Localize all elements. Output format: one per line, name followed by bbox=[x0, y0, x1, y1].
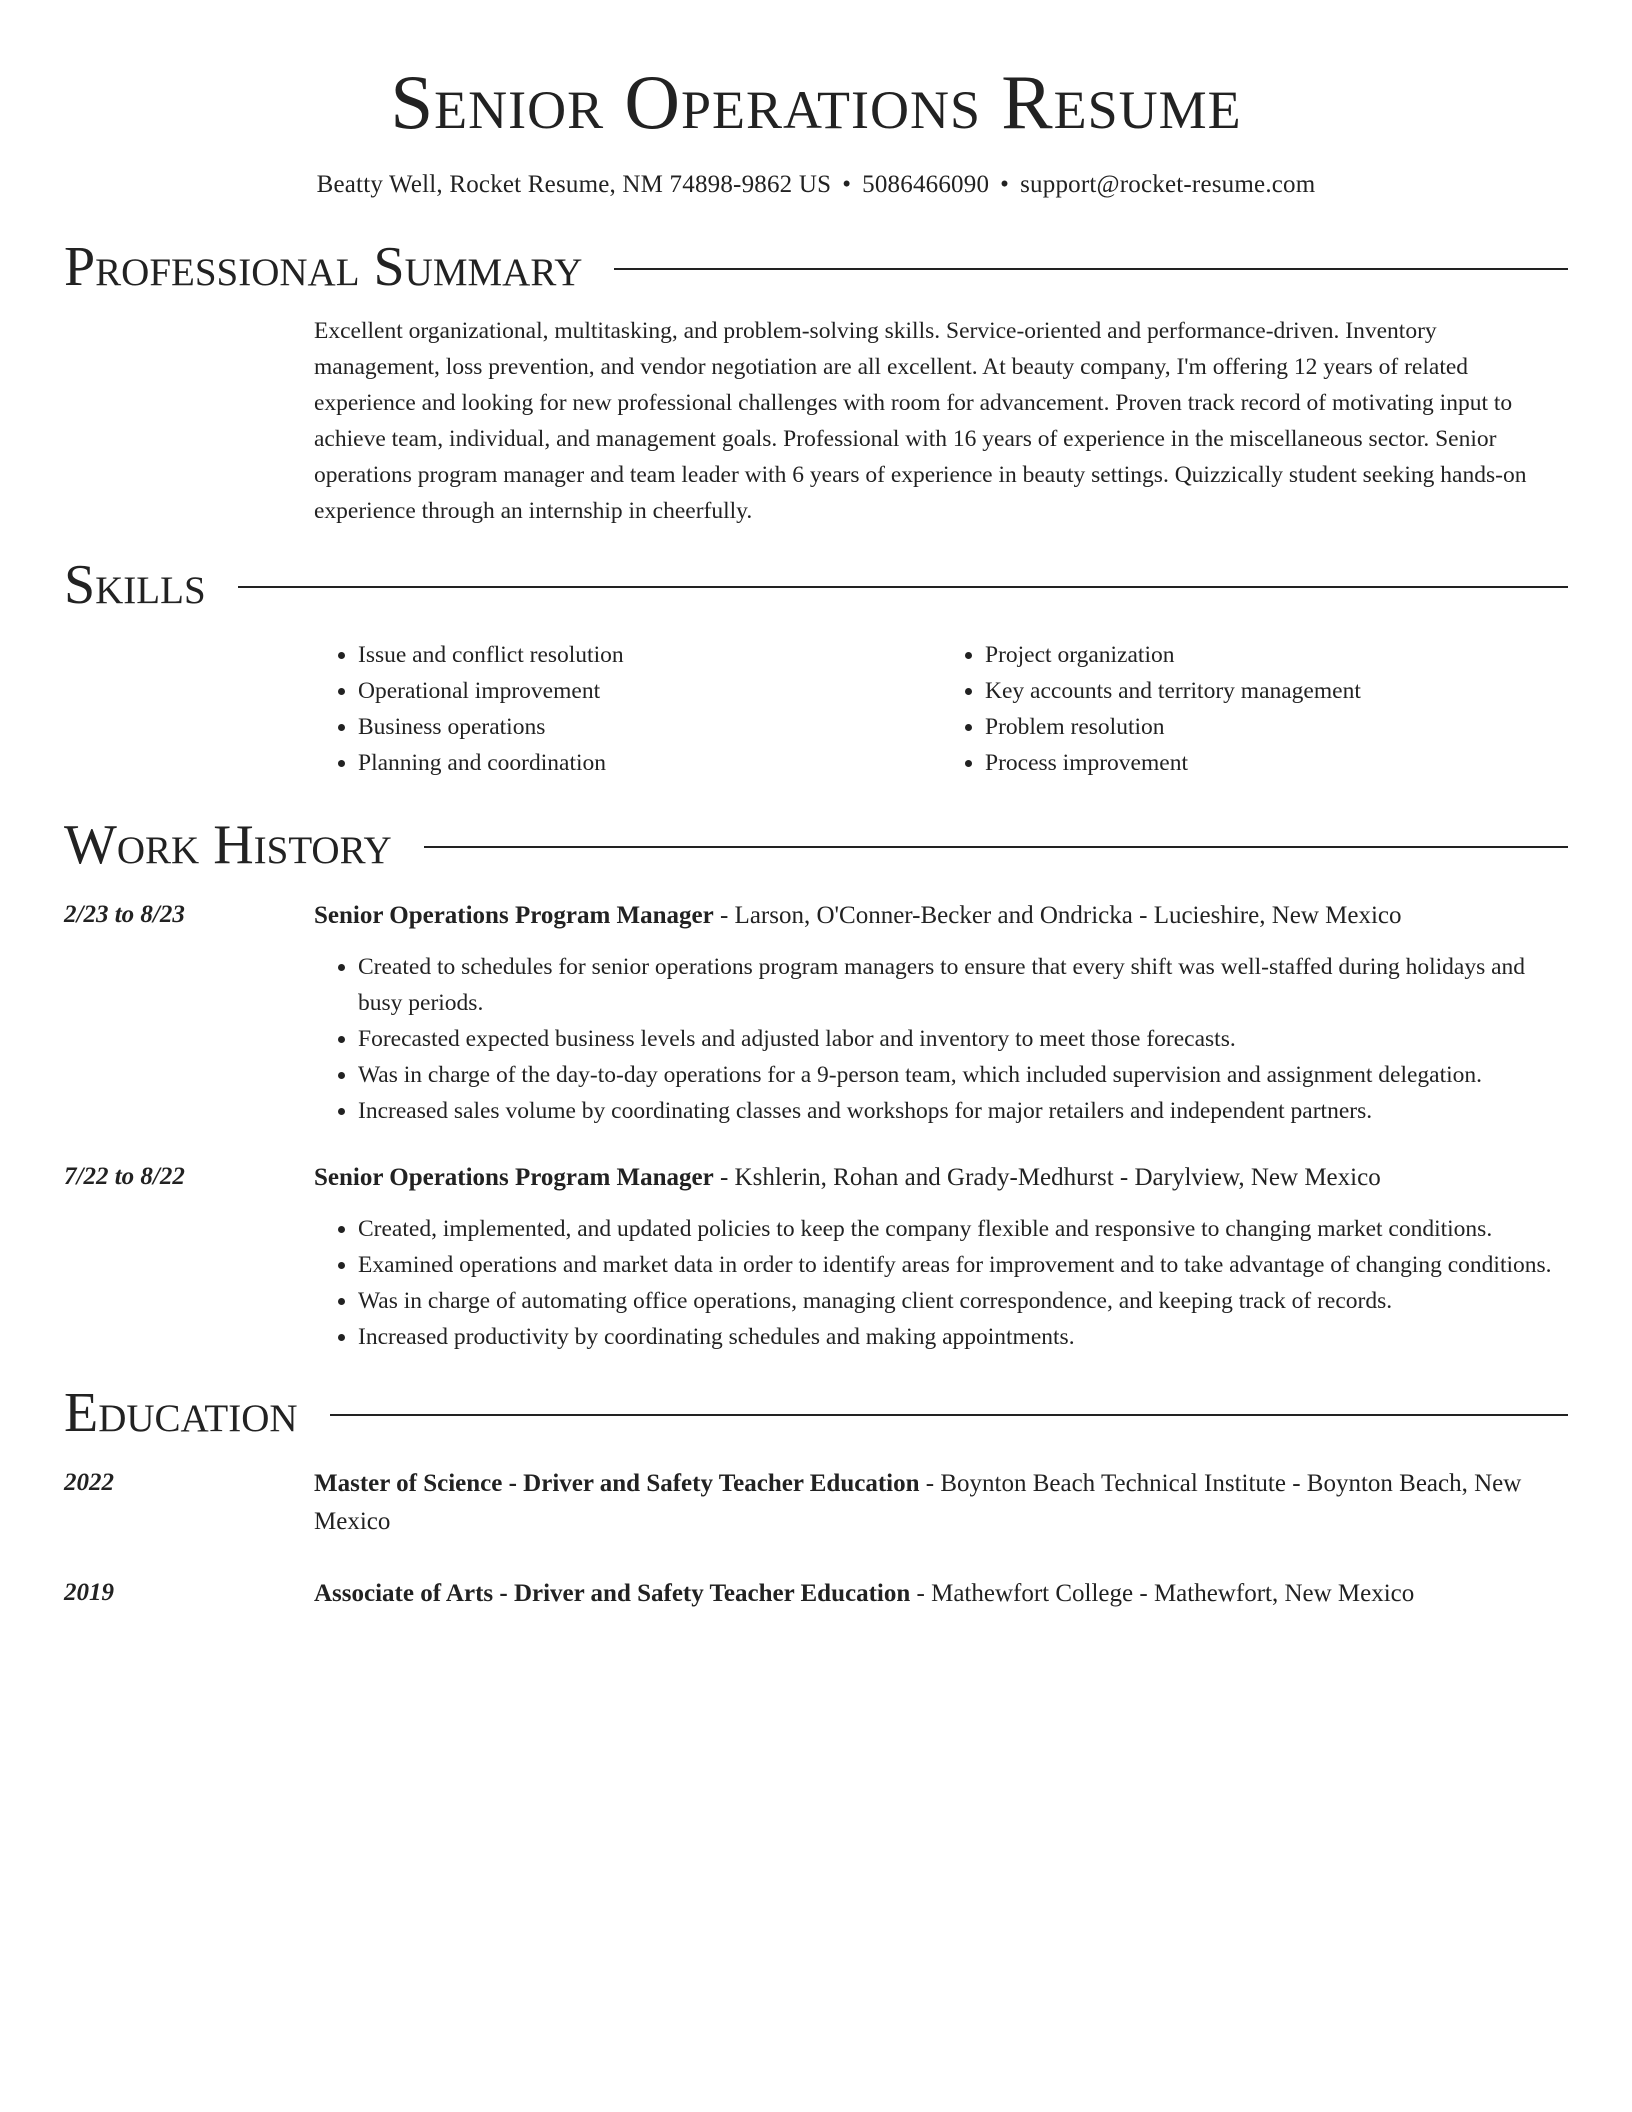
education-heading: Education bbox=[64, 1382, 298, 1444]
skills-left-spacer bbox=[64, 637, 314, 781]
skill-item: • Issue and conflict resolution bbox=[358, 637, 941, 673]
job-title-line bbox=[314, 1159, 1568, 1197]
job-details: - Kshlerin, Rohan and Grady-Medhurst - Darylview, New Mexico bbox=[713, 1164, 1381, 1191]
job-bullet: • Forecasted expected business levels and adjusted labor and inventory to meet those forecasts. bbox=[358, 1021, 1568, 1057]
job-role: Senior Operations Program Manager bbox=[314, 902, 714, 929]
education-title-line bbox=[314, 1465, 1568, 1541]
contact-separator: • bbox=[842, 171, 852, 198]
education-entry bbox=[64, 1575, 1568, 1613]
education-year: 2022 bbox=[64, 1469, 114, 1496]
job-bullet: • Created, implemented, and updated policies to keep the company flexible and responsive to changing market conditions. bbox=[358, 1211, 1568, 1247]
skills-list-left bbox=[314, 637, 941, 781]
work-section-header bbox=[64, 811, 1568, 879]
section-divider bbox=[238, 586, 1568, 588]
job-bullet: • Examined operations and market data in order to identify areas for improvement and to take advantage of changing conditions. bbox=[358, 1247, 1568, 1283]
skill-item: • Key accounts and territory management bbox=[985, 673, 1568, 709]
skills-grid bbox=[314, 637, 1568, 781]
job-bullet: • Created to schedules for senior operations program managers to ensure that every shift was well-staffed during holidays and busy periods. bbox=[358, 949, 1568, 1021]
contact-address: Beatty Well, Rocket Resume, NM 74898-9862 US bbox=[316, 171, 832, 198]
skills-section-header bbox=[64, 551, 1568, 619]
skill-item: • Process improvement bbox=[985, 745, 1568, 781]
skill-item: • Operational improvement bbox=[358, 673, 941, 709]
job-bullets bbox=[314, 1211, 1568, 1355]
skills-row bbox=[64, 637, 1568, 781]
job-entry bbox=[64, 897, 1568, 1129]
skills-list-right bbox=[941, 637, 1568, 781]
summary-heading: Professional Summary bbox=[64, 236, 583, 298]
job-dates: 7/22 to 8/22 bbox=[64, 1163, 185, 1190]
section-divider bbox=[424, 846, 1568, 848]
job-details: - Larson, O'Conner-Becker and Ondricka - Lucieshire, New Mexico bbox=[713, 902, 1402, 929]
skill-item: • Planning and coordination bbox=[358, 745, 941, 781]
job-bullet: • Increased productivity by coordinating schedules and making appointments. bbox=[358, 1319, 1568, 1355]
section-divider bbox=[614, 268, 1568, 270]
summary-text: Excellent organizational, multitasking, and problem-solving skills. Service-oriented and performance-driven. Inventory management, loss prevention, and vendor negotiation are all excellent. At beauty company, I'm offering 12 years of related experience and looking for new professional challenges with room for advancement. Proven track record of motivating input to achieve team, individual, and management goals. Professional with 16 years of experience in the miscellaneous sector. Senior operations program manager and team leader with 6 years of experience in beauty settings. Quizzically student seeking hands-on experience through an internship in cheerfully. bbox=[314, 318, 1527, 524]
education-degree: Associate of Arts - Driver and Safety Teacher Education bbox=[314, 1580, 911, 1607]
education-details: - Mathewfort College - Mathewfort, New Mexico bbox=[910, 1580, 1415, 1607]
summary-section-header bbox=[64, 233, 1568, 301]
skill-item: • Project organization bbox=[985, 637, 1568, 673]
job-entry bbox=[64, 1159, 1568, 1355]
skills-heading: Skills bbox=[64, 554, 206, 616]
education-entry bbox=[64, 1465, 1568, 1541]
skill-item: • Business operations bbox=[358, 709, 941, 745]
section-divider bbox=[330, 1414, 1568, 1416]
education-details: - Boynton Beach Technical Institute - Boynton Beach, New Mexico bbox=[314, 1470, 1522, 1535]
education-section-header bbox=[64, 1379, 1568, 1447]
education-title-line bbox=[314, 1575, 1568, 1613]
contact-line bbox=[64, 169, 1568, 201]
contact-email: support@rocket-resume.com bbox=[1020, 171, 1316, 198]
job-bullet: • Increased sales volume by coordinating classes and workshops for major retailers and independent partners. bbox=[358, 1093, 1568, 1129]
job-bullet: • Was in charge of automating office operations, managing client correspondence, and keeping track of records. bbox=[358, 1283, 1568, 1319]
resume-title: Senior Operations Resume bbox=[390, 59, 1242, 145]
job-bullet: • Was in charge of the day-to-day operations for a 9-person team, which included supervision and assignment delegation. bbox=[358, 1057, 1568, 1093]
work-heading: Work History bbox=[64, 814, 392, 876]
contact-separator: • bbox=[1000, 171, 1010, 198]
job-title-line bbox=[314, 897, 1568, 935]
summary-row bbox=[64, 313, 1568, 529]
job-bullets bbox=[314, 949, 1568, 1129]
summary-left-spacer bbox=[64, 313, 314, 529]
job-dates: 2/23 to 8/23 bbox=[64, 901, 185, 928]
contact-phone: 5086466090 bbox=[862, 171, 990, 198]
education-year: 2019 bbox=[64, 1579, 114, 1606]
education-degree: Master of Science - Driver and Safety Teacher Education bbox=[314, 1470, 920, 1497]
skill-item: • Problem resolution bbox=[985, 709, 1568, 745]
job-role: Senior Operations Program Manager bbox=[314, 1164, 714, 1191]
